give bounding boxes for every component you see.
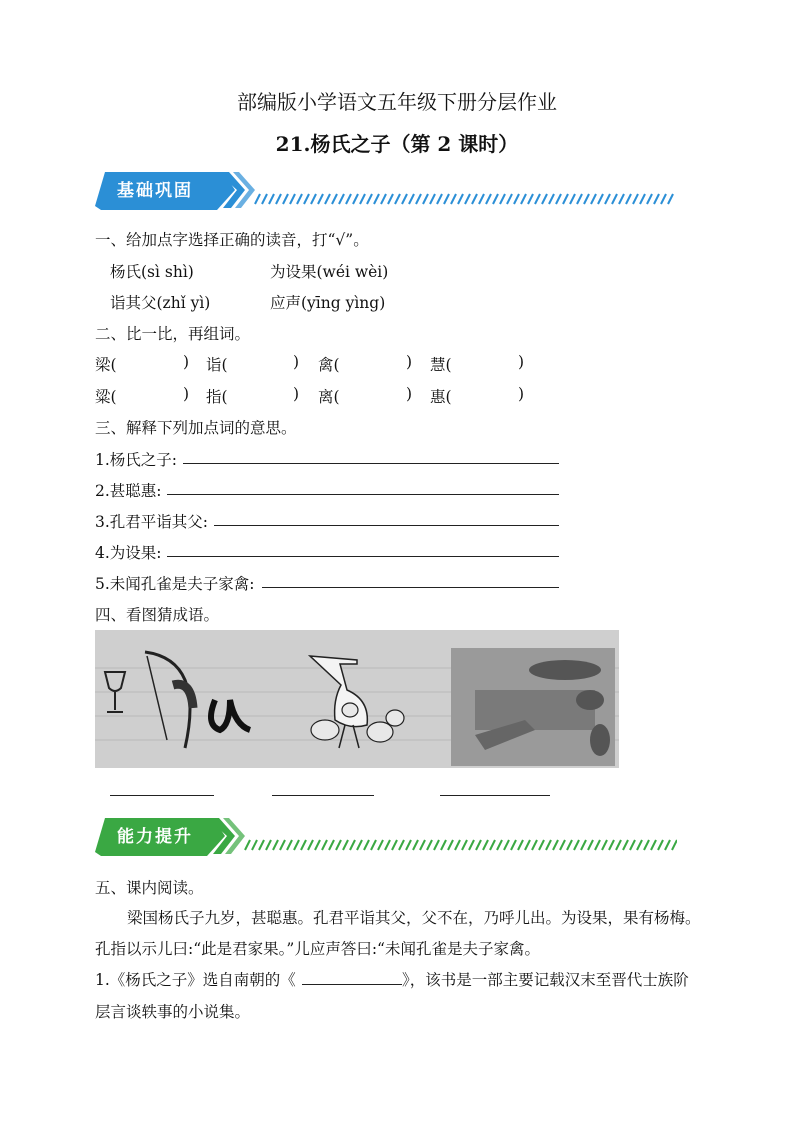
banner-stripe	[616, 840, 621, 850]
q5-question-1c: 层言谈轶事的小说集。	[95, 1003, 251, 1021]
banner-stripe	[266, 840, 271, 850]
lesson-subtitle: 21.杨氏之子（第 2 课时）	[275, 132, 519, 156]
banner-stripe	[409, 194, 414, 204]
q3-item: 3.孔君平诣其父:	[95, 513, 209, 531]
banner-stripe	[315, 840, 320, 850]
banner-stripe	[346, 194, 351, 204]
banner-stripe	[280, 840, 285, 850]
q1-prompt: 一、给加点字选择正确的读音，打“√”。	[95, 231, 369, 249]
banner-stripe	[560, 840, 565, 850]
banner-stripe	[329, 840, 334, 850]
q2-char: 禽(	[318, 356, 340, 374]
banner-stripe	[556, 194, 561, 204]
banner-stripe	[283, 194, 288, 204]
banner-stripe	[658, 840, 663, 850]
answer-line[interactable]	[262, 586, 559, 588]
banner-stripe	[668, 194, 673, 204]
idiom-answer-line[interactable]	[110, 794, 214, 796]
banner-stripe	[528, 194, 533, 204]
banner-stripe	[462, 840, 467, 850]
passage-line: 梁国杨氏子九岁，甚聪惠。孔君平诣其父，父不在，乃呼儿出。为设果，果有杨梅。	[127, 909, 701, 927]
banner-stripe	[301, 840, 306, 850]
banner-stripe	[364, 840, 369, 850]
q2-char: 离(	[318, 388, 340, 406]
idiom-answer-line[interactable]	[272, 794, 374, 796]
banner-stripe	[609, 840, 614, 850]
banner-stripe	[504, 840, 509, 850]
q5-question-1a: 1.《杨氏之子》选自南朝的《	[95, 971, 296, 989]
banner-stripe	[493, 194, 498, 204]
banner-stripe	[637, 840, 642, 850]
q2-paren: )	[406, 385, 413, 403]
q3-prompt: 三、解释下列加点词的意思。	[95, 419, 297, 437]
banner-stripe	[574, 840, 579, 850]
banner-stripe	[542, 194, 547, 204]
q2-paren: )	[183, 353, 190, 371]
banner-stripe	[549, 194, 554, 204]
banner-stripe	[353, 194, 358, 204]
banner-stripe	[437, 194, 442, 204]
banner-stripe	[325, 194, 330, 204]
banner-stripe	[525, 840, 530, 850]
banner-stripe	[343, 840, 348, 850]
banner-stripe	[465, 194, 470, 204]
banner-stripe	[276, 194, 281, 204]
banner-stripe	[339, 194, 344, 204]
banner-stripe	[297, 194, 302, 204]
banner-stripe	[497, 840, 502, 850]
banner-stripe	[420, 840, 425, 850]
banner-stripe	[434, 840, 439, 850]
q2-char: 慧(	[430, 356, 452, 374]
banner-stripe	[518, 840, 523, 850]
banner-stripe	[472, 194, 477, 204]
banner-stripe	[654, 194, 659, 204]
banner-stripe	[444, 194, 449, 204]
banner-stripe	[546, 840, 551, 850]
banner-stripe	[427, 840, 432, 850]
banner-stripe	[591, 194, 596, 204]
banner-stripe	[507, 194, 512, 204]
banner-stripe	[469, 840, 474, 850]
book-answer-line[interactable]	[302, 983, 402, 985]
banner-stripe	[395, 194, 400, 204]
q2-paren: )	[406, 353, 413, 371]
banner-stripe	[500, 194, 505, 204]
banner-stripe	[255, 194, 260, 204]
banner-stripe	[588, 840, 593, 850]
q2-paren: )	[518, 353, 525, 371]
q2-paren: )	[518, 385, 525, 403]
banner-stripe	[479, 194, 484, 204]
answer-line[interactable]	[183, 462, 559, 464]
banner-stripe	[535, 194, 540, 204]
banner-stripe	[252, 840, 257, 850]
section-banner-advanced	[95, 816, 677, 856]
banner-stripe	[350, 840, 355, 850]
idiom-picture	[95, 630, 619, 768]
banner-stripe	[311, 194, 316, 204]
banner-stripe	[441, 840, 446, 850]
banner-stripe	[448, 840, 453, 850]
q3-item: 4.为设果:	[95, 544, 162, 562]
q4-prompt: 四、看图猜成语。	[95, 606, 220, 624]
banner-stripe	[521, 194, 526, 204]
q3-item: 5.未闻孔雀是夫子家禽:	[95, 575, 255, 593]
banner-stripe	[367, 194, 372, 204]
banner-stripe	[304, 194, 309, 204]
banner-stripe	[287, 840, 292, 850]
q1-option-c: 诣其父(zhǐ yì)	[110, 294, 211, 312]
banner-stripe	[423, 194, 428, 204]
bow-icon	[145, 652, 193, 748]
banner-stripe	[511, 840, 516, 850]
banner-stripe	[430, 194, 435, 204]
banner-stripe	[371, 840, 376, 850]
banner-stripe	[416, 194, 421, 204]
answer-line[interactable]	[214, 524, 559, 526]
banner-stripe	[413, 840, 418, 850]
banner-stripe	[399, 840, 404, 850]
banner-stripe	[563, 194, 568, 204]
banner-stripe	[514, 194, 519, 204]
banner-stripe	[451, 194, 456, 204]
q1-option-a: 杨氏(sì shì)	[110, 263, 194, 281]
q2-paren: )	[293, 385, 300, 403]
banner-stripe	[626, 194, 631, 204]
idiom-answer-line[interactable]	[440, 794, 550, 796]
banner-stripe	[619, 194, 624, 204]
banner-stripe	[483, 840, 488, 850]
banner-stripe	[598, 194, 603, 204]
banner-stripe	[602, 840, 607, 850]
banner-stripe	[269, 194, 274, 204]
banner-stripe	[332, 194, 337, 204]
snake-icon	[211, 700, 250, 730]
banner-stripe	[455, 840, 460, 850]
passage-line: 孔指以示儿曰:“此是君家果。”儿应声答曰:“未闻孔雀是夫子家禽。	[95, 940, 540, 958]
q2-char: 粱(	[95, 388, 117, 406]
banner-stripe	[360, 194, 365, 204]
banner-stripe	[584, 194, 589, 204]
banner-stripe	[290, 194, 295, 204]
q2-char: 指(	[206, 388, 228, 406]
banner-stripe	[308, 840, 313, 850]
banner-stripe	[577, 194, 582, 204]
banner-stripe	[392, 840, 397, 850]
banner-stripe	[402, 194, 407, 204]
banner-stripe	[605, 194, 610, 204]
banner-stripe	[406, 840, 411, 850]
banner-stripe	[651, 840, 656, 850]
banner-stripe	[385, 840, 390, 850]
q1-option-d: 应声(yīng yìng)	[270, 294, 386, 312]
banner-stripe	[623, 840, 628, 850]
banner-stripe	[322, 840, 327, 850]
banner-stripe	[612, 194, 617, 204]
banner-stripe	[374, 194, 379, 204]
q2-prompt: 二、比一比，再组词。	[95, 325, 251, 343]
banner-stripe	[262, 194, 267, 204]
banner-stripe	[458, 194, 463, 204]
q2-char: 梁(	[95, 356, 117, 374]
banner-stripe	[647, 194, 652, 204]
q2-char: 惠(	[430, 388, 452, 406]
q2-char: 诣(	[206, 356, 228, 374]
q1-option-b: 为设果(wéi wèi)	[270, 263, 389, 281]
banner-stripe	[644, 840, 649, 850]
banner-stripe	[532, 840, 537, 850]
banner-stripe	[630, 840, 635, 850]
banner-stripe	[273, 840, 278, 850]
answer-line[interactable]	[167, 493, 559, 495]
banner-stripe	[595, 840, 600, 850]
banner-stripe	[378, 840, 383, 850]
banner-stripe	[357, 840, 362, 850]
banner-stripe	[672, 840, 677, 850]
q2-paren: )	[293, 353, 300, 371]
banner-stripe	[476, 840, 481, 850]
banner-stripe	[665, 840, 670, 850]
q2-paren: )	[183, 385, 190, 403]
banner-stripe	[388, 194, 393, 204]
banner-stripe	[336, 840, 341, 850]
q5-prompt: 五、课内阅读。	[95, 879, 204, 897]
worksheet-title: 部编版小学语文五年级下册分层作业	[237, 90, 557, 114]
banner-stripe	[259, 840, 264, 850]
banner-stripe	[539, 840, 544, 850]
banner-label: 能力提升	[117, 827, 193, 847]
answer-line[interactable]	[167, 555, 559, 557]
banner-stripe	[245, 840, 250, 850]
q3-item: 2.甚聪惠:	[95, 482, 162, 500]
banner-stripe	[294, 840, 299, 850]
banner-stripe	[581, 840, 586, 850]
banner-label: 基础巩固	[117, 181, 193, 201]
banner-stripe	[318, 194, 323, 204]
q5-question-1b: 》，该书是一部主要记载汉末至晋代士族阶	[402, 971, 689, 989]
q3-item: 1.杨氏之子:	[95, 451, 178, 469]
banner-stripe	[633, 194, 638, 204]
banner-stripe	[553, 840, 558, 850]
banner-stripe	[570, 194, 575, 204]
banner-stripe	[486, 194, 491, 204]
banner-stripe	[490, 840, 495, 850]
section-banner-basic	[95, 170, 677, 210]
banner-stripe	[567, 840, 572, 850]
banner-stripe	[381, 194, 386, 204]
banner-stripe	[661, 194, 666, 204]
banner-stripe	[640, 194, 645, 204]
